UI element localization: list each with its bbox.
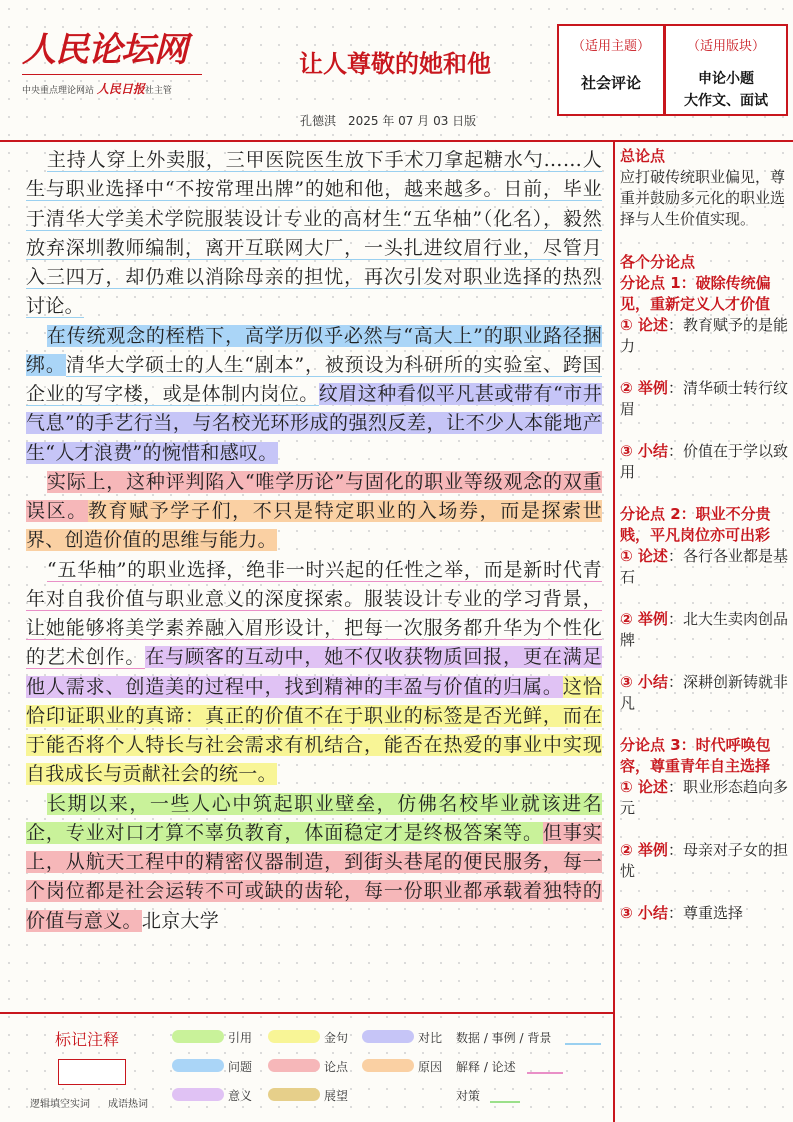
paragraph-5-quote: 长期以来，一些人心中筑起职业壁垒，仿佛名校毕业就该进名企，专业对口才算不辜负教育，体面稳定才是终极答案等。 bbox=[26, 792, 602, 844]
legend-chip-quote bbox=[172, 1030, 224, 1043]
byline: 孔德淇 2025 年 07 月 03 日版 bbox=[300, 114, 477, 128]
item-label: ③ 小结 bbox=[620, 442, 668, 460]
item-text: ：各行各业都是基石 bbox=[620, 547, 788, 586]
item-label: ③ 小结 bbox=[620, 904, 668, 922]
paragraph-2-contrast: 纹眉这种看似平凡甚或带有“市井气息”的手艺行当，与名校光环形成的强烈反差，让不少人本能地产生“人才浪费”的惋惜和感叹。 bbox=[26, 383, 602, 464]
legend-title: 标记注释 bbox=[55, 1030, 120, 1049]
section-box bbox=[664, 24, 788, 116]
legend-chip-meaning bbox=[172, 1088, 224, 1101]
sub-point-3-item-2 bbox=[620, 840, 788, 882]
item-label: ① 论述 bbox=[620, 316, 668, 334]
legend-label-quote: 引用 bbox=[228, 1031, 253, 1045]
paragraph-1 bbox=[26, 146, 602, 322]
item-text: ：深耕创新铸就非凡 bbox=[620, 673, 788, 712]
paragraph-2-problem: 在传统观念的桎梏下，高学历似乎必然与“高大上”的职业路径捆绑。 bbox=[26, 324, 602, 376]
legend-chip-contrast bbox=[362, 1030, 414, 1043]
legend-chip-reason bbox=[362, 1059, 414, 1072]
main-thesis-heading: 总论点 bbox=[620, 147, 666, 165]
header-rule bbox=[0, 140, 793, 142]
legend-sample-box bbox=[58, 1059, 126, 1085]
legend-label-contrast: 对比 bbox=[418, 1031, 443, 1045]
paragraph-3-reason: 教育赋予学子们，不只是特定职业的入场券，而是探索世界、创造价值的思维与能力。 bbox=[26, 500, 602, 552]
legend-label-problem: 问题 bbox=[228, 1060, 253, 1074]
section-box-heading: （适用版块） bbox=[686, 39, 765, 54]
paragraph-4-golden-line: 这恰恰印证职业的真谛：真正的价值不在于职业的标签是否光鲜，而在于能否将个人特长与社会需求有机结合，能否在热爱的事业中实现自我成长与贡献社会的统一。 bbox=[26, 675, 602, 786]
legend-label-explanation: 解释 / 论述 bbox=[456, 1060, 516, 1074]
legend-note-right: 成语热词 bbox=[108, 1099, 148, 1110]
annotation-legend bbox=[0, 1015, 610, 1115]
legend-label-outlook: 展望 bbox=[324, 1089, 349, 1103]
item-label: ② 举例 bbox=[620, 379, 668, 397]
item-text: ：职业形态趋向多元 bbox=[620, 778, 788, 817]
legend-label-argument: 论点 bbox=[324, 1060, 349, 1074]
paragraph-1-text: 主持人穿上外卖服，三甲医院医生放下手术刀拿起糖水勺……人生与职业选择中“不按常理出牌”的她和他，越来越多。日前，毕业于清华大学美术学院服装设计专业的高材生“五华柚”（化名），毅然放弃深圳教师编制，离开互联网大厂，一头扎进纹眉行业，尽管月入三四万，却仍难以消除母亲的担忧，再次引发对职业选择的热烈讨论。 bbox=[26, 149, 602, 318]
sidebar-divider bbox=[613, 140, 615, 1122]
topic-box-heading: （适用主题） bbox=[571, 39, 650, 54]
topic-box-value: 社会评论 bbox=[580, 74, 641, 92]
legend-note-left: 逻辑填空实词 bbox=[30, 1099, 90, 1110]
item-text: ：母亲对子女的担忧 bbox=[620, 841, 788, 880]
legend-chip-outlook bbox=[268, 1088, 320, 1101]
logo-sub-brand: 人民日报 bbox=[96, 82, 145, 96]
sub-point-3-item-3 bbox=[620, 903, 788, 924]
legend-chip-argument bbox=[268, 1059, 320, 1072]
section-box-value bbox=[666, 68, 786, 112]
main-thesis-text: 应打破传统职业偏见，尊重并鼓励多元化的职业选择与人生价值实现。 bbox=[620, 168, 786, 228]
logo-sub-right: 社主管 bbox=[144, 86, 172, 96]
paragraph-4-meaning: 在与顾客的互动中，她不仅收获物质回报，更在满足他人需求、创造美的过程中，找到精神的丰盈与价值的归属。 bbox=[26, 646, 602, 698]
legend-chip-problem bbox=[172, 1059, 224, 1072]
paragraph-4-explanation: “五华柚”的职业选择，绝非一时兴起的任性之举，而是新时代青年对自我价值与职业意义的深度探索。服装设计专业的学习背景，让她能够将美学素养融入眉形设计，把每一次服务都升华为个性化的艺术创作。 bbox=[26, 558, 602, 669]
sub-point-1-item-3 bbox=[620, 441, 788, 483]
item-text: ：北大生卖肉创品牌 bbox=[620, 610, 788, 649]
item-label: ③ 小结 bbox=[620, 673, 668, 691]
logo-subtitle bbox=[22, 74, 202, 97]
legend-rule bbox=[0, 1012, 613, 1014]
item-label: ① 论述 bbox=[620, 778, 668, 796]
paragraph-3-argument: 实际上，这种评判陷入“唯学历论”与固化的职业等级观念的双重误区。 bbox=[26, 470, 602, 522]
item-text: ：价值在于学以致用 bbox=[620, 442, 788, 481]
paragraph-5-tail: 北京大学 bbox=[141, 909, 220, 932]
legend-label-reason: 原因 bbox=[418, 1060, 443, 1074]
section-box-line1: 申论小题 bbox=[698, 71, 754, 87]
sub-point-3-item-1 bbox=[620, 777, 788, 819]
logo-sub-left: 中央重点理论网站 bbox=[22, 86, 95, 96]
sub-point-2-title: 分论点 2：职业不分贵贱，平凡岗位亦可出彩 bbox=[620, 505, 771, 544]
legend-label-countermeasure: 对策 bbox=[456, 1089, 481, 1103]
sub-points-heading: 各个分论点 bbox=[620, 253, 696, 271]
legend-label-data: 数据 / 事例 / 背景 bbox=[456, 1031, 552, 1045]
page-title: 让人尊敬的她和他 bbox=[299, 50, 491, 78]
sub-point-1-title: 分论点 1：破除传统偏见，重新定义人才价值 bbox=[620, 274, 771, 313]
paragraph-5 bbox=[26, 790, 602, 936]
sub-point-3-title: 分论点 3：时代呼唤包容，尊重青年自主选择 bbox=[620, 736, 771, 775]
outline-sidebar bbox=[620, 146, 788, 924]
legend-line-countermeasure bbox=[490, 1101, 520, 1103]
paragraph-5-argument: 但事实上，从航天工程中的精密仪器制造，到街头巷尾的便民服务，每一个岗位都是社会运转不可或缺的齿轮，每一份职业都承载着独特的价值与意义。 bbox=[26, 821, 602, 932]
sub-point-2-item-1 bbox=[620, 546, 788, 588]
paragraph-4 bbox=[26, 556, 602, 790]
section-box-line2: 大作文、面试 bbox=[684, 93, 768, 109]
topic-box bbox=[557, 24, 665, 116]
article-body bbox=[26, 146, 602, 998]
sub-point-2-item-2 bbox=[620, 609, 788, 651]
item-label: ② 举例 bbox=[620, 841, 668, 859]
legend-line-explanation bbox=[527, 1072, 563, 1074]
legend-label-golden: 金句 bbox=[324, 1031, 349, 1045]
sub-point-1-item-2 bbox=[620, 378, 788, 420]
logo-text: 人民论坛网 bbox=[22, 30, 187, 70]
legend-line-data bbox=[565, 1043, 601, 1045]
paragraph-2-example: 清华大学硕士的人生“剧本”，被预设为科研所的实验室、跨国企业的写字楼，或是体制内岗位。 bbox=[26, 353, 602, 405]
item-text: ：尊重选择 bbox=[667, 904, 743, 922]
site-logo[interactable] bbox=[22, 30, 202, 97]
paragraph-3 bbox=[26, 468, 602, 556]
legend-label-meaning: 意义 bbox=[228, 1089, 253, 1103]
sub-point-2-item-3 bbox=[620, 672, 788, 714]
sub-point-1-item-1 bbox=[620, 315, 788, 357]
legend-chip-golden bbox=[268, 1030, 320, 1043]
item-label: ② 举例 bbox=[620, 610, 668, 628]
paragraph-2 bbox=[26, 322, 602, 468]
item-text: ：教育赋予的是能力 bbox=[620, 316, 788, 355]
item-label: ① 论述 bbox=[620, 547, 668, 565]
item-text: ：清华硕士转行纹眉 bbox=[620, 379, 788, 418]
